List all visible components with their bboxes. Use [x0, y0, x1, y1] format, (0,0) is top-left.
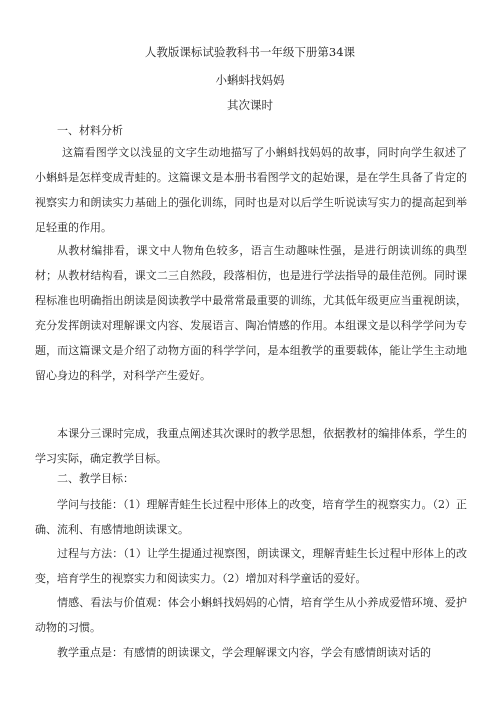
paragraph-goal-process: 过程与方法：（1）让学生提通过视察图，朗读课文，理解青蛙生长过程中形体上的改变，培育学生的视察实力和阅读实力。（2）增加对科学童话的爱好。 [35, 547, 467, 585]
section-heading-material: 一、材料分析 [57, 124, 123, 137]
paragraph-teaching-focus: 教学重点是：有感情的朗读课文，学会理解课文内容，学会有感情朗读对话的 [57, 646, 431, 659]
paragraph-goal-knowledge: 学问与技能：（1）理解青蛙生长过程中形体上的改变，培育学生的视察实力。（2）正确、流利、有感情地朗读课文。 [35, 498, 467, 536]
lesson-period: 其次课时 [227, 98, 273, 112]
paragraph-goal-emotion: 情感、看法与价值观：体会小蝌蚪找妈妈的心情，培育学生从小养成爱惜环境、爱护动物的习惯。 [35, 596, 467, 634]
document-title: 人教版课标试验教科书一年级下册第34课 [144, 45, 356, 59]
paragraph-material-1: 这篇看图学文以浅显的文字生动地描写了小蝌蚪找妈妈的故事，同时向学生叙述了小蝌蚪是怎样变成青蛙的。这篇课文是本册书看图学文的起始课，是在学生具备了肯定的视察实力和朗读实力基础上的强化训练，同时也是对以后学生听说读写实力的提高起到举足轻重的作用。 [35, 146, 467, 234]
section-heading-goals: 二、教学目标： [57, 472, 134, 485]
paragraph-material-3: 本课分三课时完成，我重点阐述其次课时的教学思想，依据教材的编排体系，学生的学习实际，确定教学目标。 [35, 427, 467, 465]
lesson-title: 小蝌蚪找妈妈 [215, 73, 285, 87]
paragraph-material-2: 从教材编排看，课文中人物角色较多，语言生动趣味性强，是进行朗读训练的典型材；从教材结构看，课文二三自然段，段落相仿，也是进行学法指导的最佳范例。同时课程标准也明确指出朗读是阅读教学中最常常最重要的训练，尤其低年级更应当重视朗读，充分发挥朗读对理解课文内容、发展语言、陶冶情感的作用。本组课文是以科学学问为专题，而这篇课文是介绍了动物方面的科学学问，是本组教学的重要载体，能让学生主动地留心身边的科学，对科学产生爱好。 [35, 244, 467, 382]
